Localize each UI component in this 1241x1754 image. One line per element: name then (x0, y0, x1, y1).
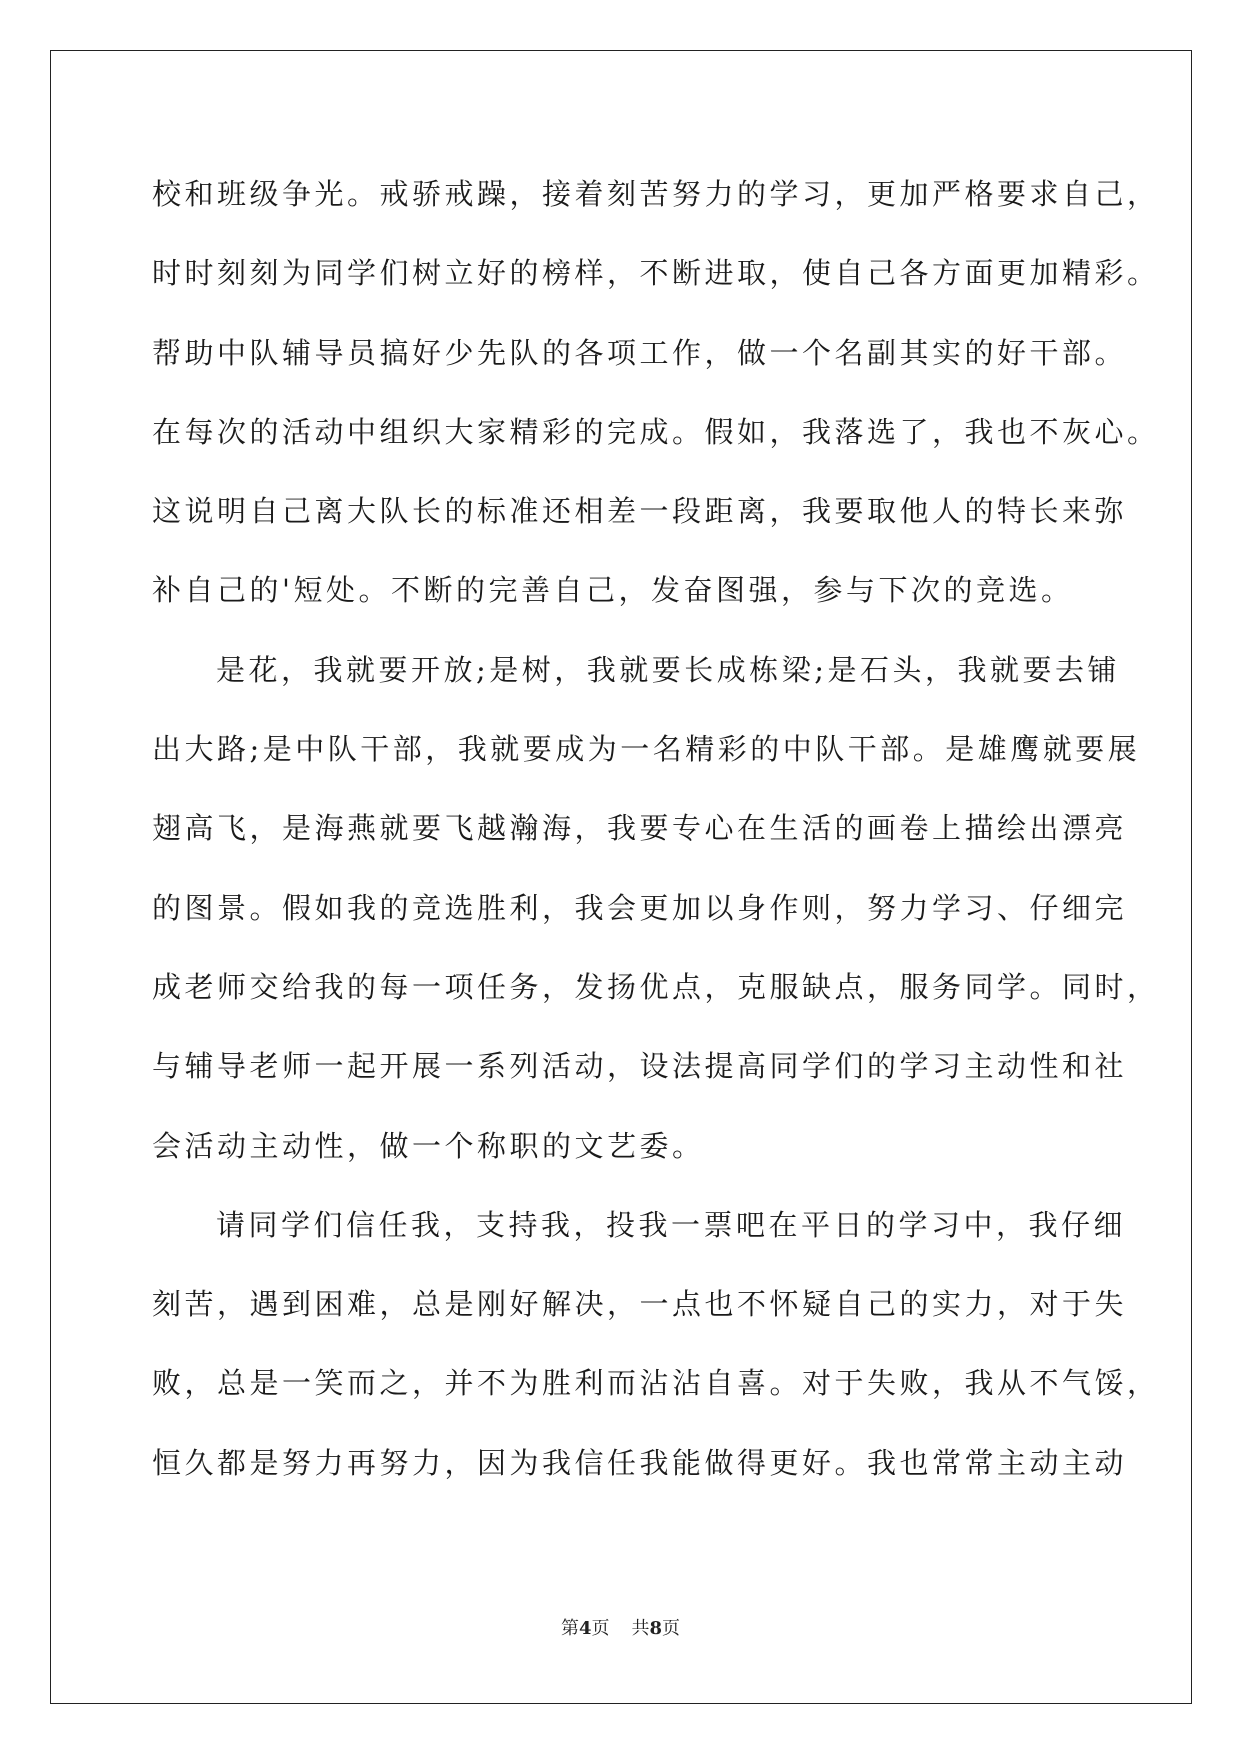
footer-total-unit: 页 (662, 1618, 681, 1639)
document-body (152, 155, 1160, 1503)
text-line: 会活动主动性，做一个称职的文艺委。 (152, 1128, 705, 1163)
text-line: 与辅导老师一起开展一系列活动，设法提高同学们的学习主动性和社 (152, 1049, 1128, 1084)
text-line: 翅高飞，是海燕就要飞越瀚海，我要专心在生活的画卷上描绘出漂亮 (152, 811, 1128, 846)
page-footer (0, 1614, 1241, 1640)
current-page-number: 4 (578, 1618, 592, 1639)
text-line: 帮助中队辅导员搞好少先队的各项工作，做一个名副其实的好干部。 (152, 335, 1128, 370)
paragraph-start-line: 是花，我就要开放;是树，我就要长成栋梁;是石头，我就要去铺 (216, 652, 1121, 687)
text-line: 成老师交给我的每一项任务，发扬优点，克服缺点，服务同学。同时， (152, 969, 1160, 1004)
footer-prefix: 第 (560, 1618, 579, 1639)
text-line: 这说明自己离大队长的标准还相差一段距离，我要取他人的特长来弥 (152, 494, 1128, 529)
text-line: 补自己的'短处。不断的完善自己，发奋图强，参与下次的竞选。 (152, 573, 1074, 608)
text-line: 出大路;是中队干部，我就要成为一名精彩的中队干部。是雄鹰就要展 (152, 732, 1141, 767)
text-line: 恒久都是努力再努力，因为我信任我能做得更好。我也常常主动主动 (152, 1445, 1128, 1480)
text-line: 校和班级争光。戒骄戒躁，接着刻苦努力的学习，更加严格要求自己， (152, 177, 1160, 211)
paragraph-start-line: 请同学们信任我，支持我，投我一票吧在平日的学习中，我仔细 (216, 1207, 1127, 1242)
footer-page-unit: 页 (591, 1618, 610, 1639)
text-line: 刻苦，遇到困难，总是刚好解决，一点也不怀疑自己的实力，对于失 (152, 1287, 1128, 1322)
text-line: 时时刻刻为同学们树立好的榜样，不断进取，使自己各方面更加精彩。 (152, 256, 1160, 291)
text-line: 的图景。假如我的竞选胜利，我会更加以身作则，努力学习、仔细完 (152, 890, 1128, 925)
text-line: 在每次的活动中组织大家精彩的完成。假如，我落选了，我也不灰心。 (152, 414, 1160, 449)
total-pages-number: 8 (649, 1618, 663, 1639)
footer-total-prefix: 共 (631, 1618, 650, 1639)
text-line: 败，总是一笑而之，并不为胜利而沾沾自喜。对于失败，我从不气馁， (152, 1366, 1160, 1401)
